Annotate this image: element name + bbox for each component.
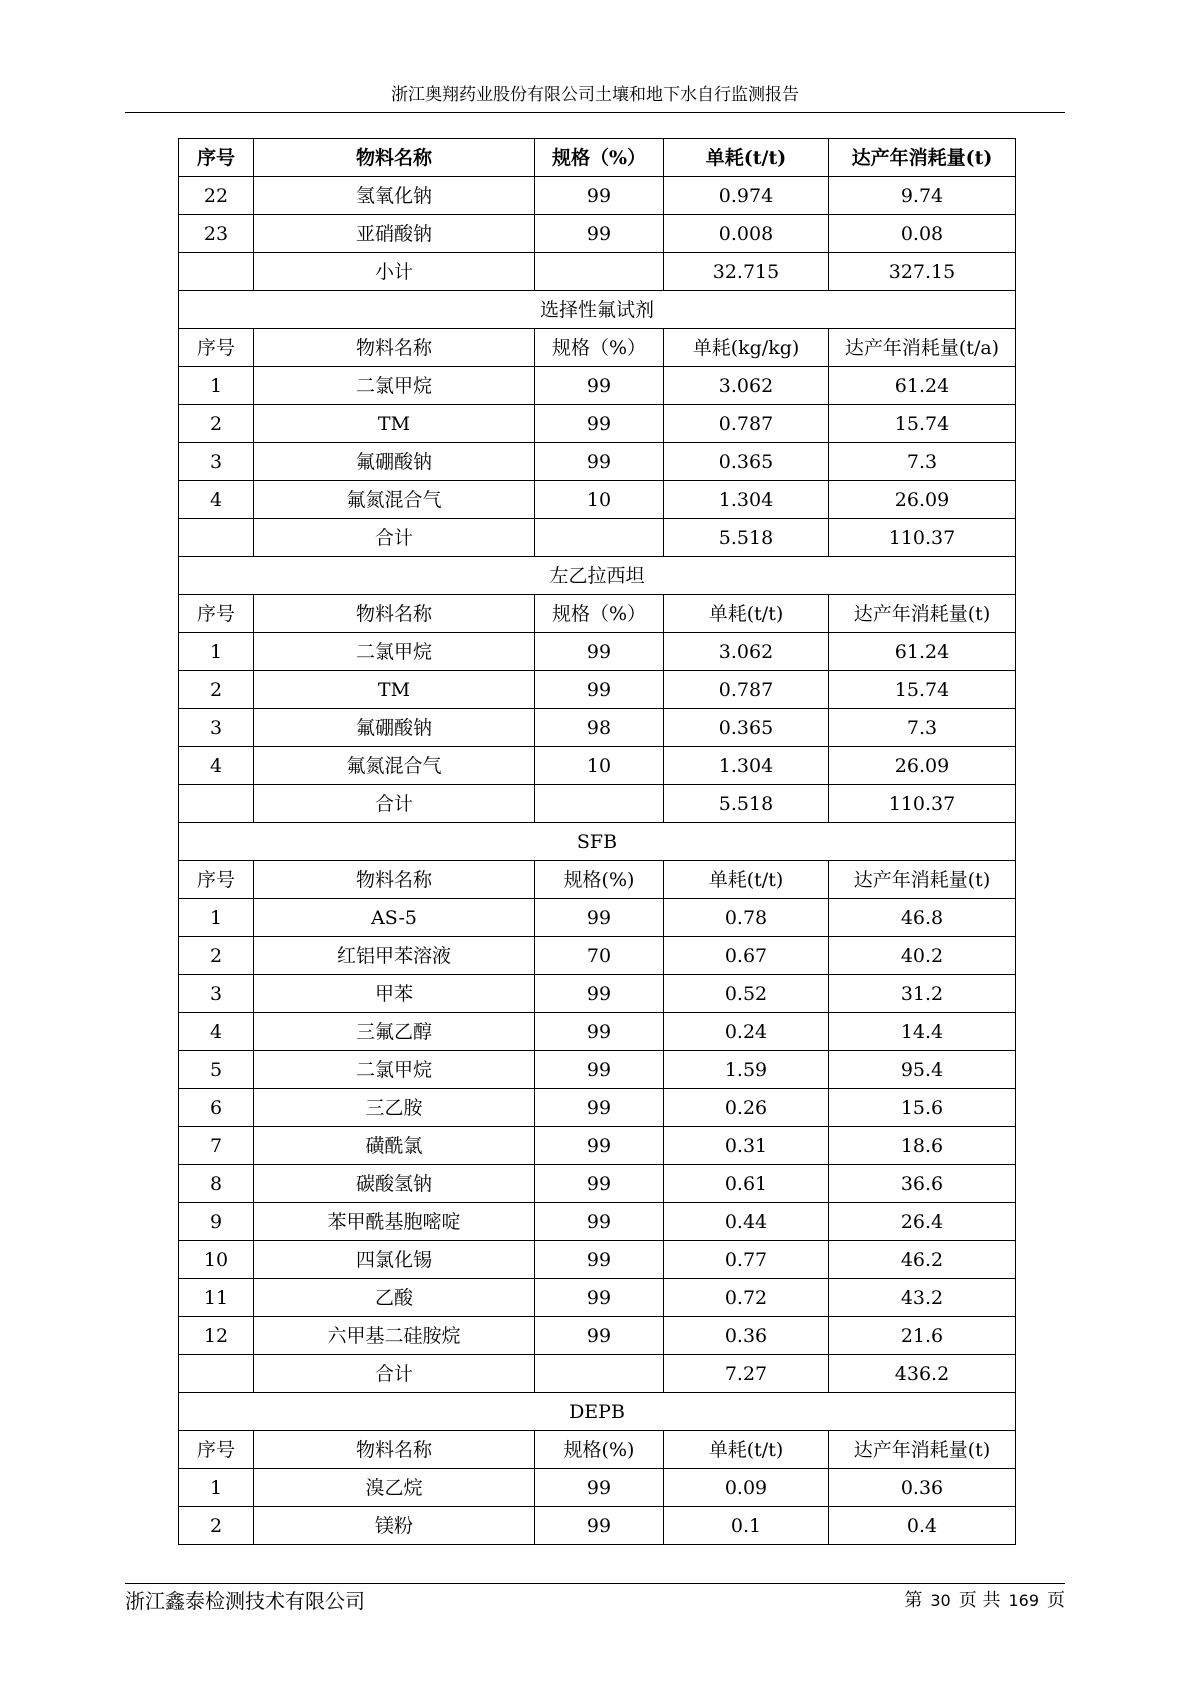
table-row — [179, 177, 1016, 215]
table-cell: 7.3 — [829, 443, 1016, 481]
table-cell: 0.4 — [829, 1507, 1016, 1545]
table-cell: 22 — [179, 177, 254, 215]
table-cell: 99 — [535, 1241, 664, 1279]
table-cell: 7.27 — [664, 1355, 829, 1393]
table-cell: 红铝甲苯溶液 — [254, 937, 535, 975]
table-cell: 单耗(t/t) — [664, 595, 829, 633]
table-cell: 0.78 — [664, 899, 829, 937]
table-cell: 3.062 — [664, 633, 829, 671]
table-cell — [179, 253, 254, 291]
table-cell: 0.36 — [829, 1469, 1016, 1507]
table-cell: 7 — [179, 1127, 254, 1165]
table-row — [179, 481, 1016, 519]
table-cell: 3 — [179, 709, 254, 747]
table-cell: 15.74 — [829, 671, 1016, 709]
table-cell: 99 — [535, 1013, 664, 1051]
table-cell: 2 — [179, 937, 254, 975]
table-cell: 小计 — [254, 253, 535, 291]
table-cell: 0.365 — [664, 443, 829, 481]
table-cell: 合计 — [254, 1355, 535, 1393]
table-row — [179, 633, 1016, 671]
table-cell: 序号 — [179, 139, 254, 177]
table-row — [179, 405, 1016, 443]
table-cell: 碳酸氢钠 — [254, 1165, 535, 1203]
table-cell: 70 — [535, 937, 664, 975]
table-row — [179, 975, 1016, 1013]
table-row — [179, 1355, 1016, 1393]
table-cell: 99 — [535, 215, 664, 253]
table-row — [179, 367, 1016, 405]
table-cell: 5.518 — [664, 519, 829, 557]
table-row — [179, 253, 1016, 291]
table-cell: 0.44 — [664, 1203, 829, 1241]
table-cell: 规格（%） — [535, 329, 664, 367]
table-cell: 1.304 — [664, 481, 829, 519]
table-cell: 40.2 — [829, 937, 1016, 975]
section-title-row — [179, 557, 1016, 595]
table-cell: 六甲基二硅胺烷 — [254, 1317, 535, 1355]
table-cell: 二氯甲烷 — [254, 1051, 535, 1089]
table-row — [179, 1241, 1016, 1279]
table-row — [179, 1051, 1016, 1089]
table-cell: 氢氧化钠 — [254, 177, 535, 215]
table-cell: 31.2 — [829, 975, 1016, 1013]
table-cell: 合计 — [254, 785, 535, 823]
table-cell: 15.6 — [829, 1089, 1016, 1127]
table-cell: 99 — [535, 367, 664, 405]
table-cell: 物料名称 — [254, 1431, 535, 1469]
table-cell: 4 — [179, 481, 254, 519]
table-cell: 0.61 — [664, 1165, 829, 1203]
section-title: 左乙拉西坦 — [179, 557, 1016, 595]
table-row — [179, 1165, 1016, 1203]
section-title-row — [179, 291, 1016, 329]
table-cell: 46.2 — [829, 1241, 1016, 1279]
table-cell: 15.74 — [829, 405, 1016, 443]
table-cell: 氟硼酸钠 — [254, 709, 535, 747]
table-cell: 43.2 — [829, 1279, 1016, 1317]
table-cell: 单耗(kg/kg) — [664, 329, 829, 367]
table-cell: 达产年消耗量(t/a) — [829, 329, 1016, 367]
table-cell: 磺酰氯 — [254, 1127, 535, 1165]
table-cell: 3 — [179, 443, 254, 481]
table-cell: 99 — [535, 1051, 664, 1089]
table-cell — [179, 1355, 254, 1393]
table-cell: 36.6 — [829, 1165, 1016, 1203]
table-cell: 3 — [179, 975, 254, 1013]
table-cell: 9 — [179, 1203, 254, 1241]
table-row — [179, 709, 1016, 747]
table-cell: 序号 — [179, 861, 254, 899]
table-cell: 99 — [535, 1165, 664, 1203]
table-cell: 61.24 — [829, 367, 1016, 405]
table-cell: 99 — [535, 633, 664, 671]
table-cell: 99 — [535, 1127, 664, 1165]
table-cell: 物料名称 — [254, 595, 535, 633]
table-cell: 0.67 — [664, 937, 829, 975]
section-title: SFB — [179, 823, 1016, 861]
table-cell: 26.09 — [829, 481, 1016, 519]
table-cell: 99 — [535, 1469, 664, 1507]
table-cell: 436.2 — [829, 1355, 1016, 1393]
table-cell: 0.365 — [664, 709, 829, 747]
table-cell: 0.36 — [664, 1317, 829, 1355]
section-header-row — [179, 329, 1016, 367]
table-row — [179, 1279, 1016, 1317]
table-row — [179, 1013, 1016, 1051]
table-cell: 10 — [535, 481, 664, 519]
page-header-title: 浙江奥翔药业股份有限公司土壤和地下水自行监测报告 — [391, 85, 799, 105]
table-cell: 0.787 — [664, 671, 829, 709]
table-cell: 二氯甲烷 — [254, 633, 535, 671]
table-cell: 二氯甲烷 — [254, 367, 535, 405]
table-cell: 达产年消耗量(t) — [829, 1431, 1016, 1469]
page-total: 169 — [1008, 1591, 1039, 1610]
table-cell: 1 — [179, 367, 254, 405]
section-title: DEPB — [179, 1393, 1016, 1431]
table-cell: 12 — [179, 1317, 254, 1355]
table-cell — [179, 519, 254, 557]
table-cell: 规格(%) — [535, 1431, 664, 1469]
table-cell: 110.37 — [829, 785, 1016, 823]
table-cell: 规格(%) — [535, 861, 664, 899]
footer-company: 浙江鑫泰检测技术有限公司 — [125, 1589, 365, 1613]
table-cell: 14.4 — [829, 1013, 1016, 1051]
table-row — [179, 747, 1016, 785]
table-cell: 合计 — [254, 519, 535, 557]
table-cell: 0.974 — [664, 177, 829, 215]
table-cell: 7.3 — [829, 709, 1016, 747]
table-row — [179, 1203, 1016, 1241]
table-cell: 1 — [179, 899, 254, 937]
table-row — [179, 899, 1016, 937]
table-cell: 99 — [535, 975, 664, 1013]
table-cell: 99 — [535, 1507, 664, 1545]
table-cell: TM — [254, 405, 535, 443]
table-cell: 1.304 — [664, 747, 829, 785]
table-cell: AS-5 — [254, 899, 535, 937]
section-title-row — [179, 1393, 1016, 1431]
table-cell: 规格（%） — [535, 139, 664, 177]
table-cell: 1 — [179, 633, 254, 671]
table-cell: 0.31 — [664, 1127, 829, 1165]
table-cell — [179, 785, 254, 823]
table-cell: 序号 — [179, 329, 254, 367]
table-cell — [535, 519, 664, 557]
table-cell: 乙酸 — [254, 1279, 535, 1317]
table-cell: 98 — [535, 709, 664, 747]
table-cell: 26.4 — [829, 1203, 1016, 1241]
materials-table-body — [179, 139, 1016, 1545]
table-cell: 110.37 — [829, 519, 1016, 557]
table-cell: 单耗(t/t) — [664, 861, 829, 899]
table-cell: 23 — [179, 215, 254, 253]
table-row — [179, 1469, 1016, 1507]
table-cell: 10 — [535, 747, 664, 785]
table-cell: 物料名称 — [254, 139, 535, 177]
table-cell: 11 — [179, 1279, 254, 1317]
table-cell: 10 — [179, 1241, 254, 1279]
table-row — [179, 443, 1016, 481]
table-cell — [535, 785, 664, 823]
section-header-row — [179, 861, 1016, 899]
table-row — [179, 1507, 1016, 1545]
table-cell: 32.715 — [664, 253, 829, 291]
table-cell: 5.518 — [664, 785, 829, 823]
table-row — [179, 671, 1016, 709]
table-row — [179, 1089, 1016, 1127]
table-cell: 99 — [535, 405, 664, 443]
table-cell: 0.08 — [829, 215, 1016, 253]
table-cell: 甲苯 — [254, 975, 535, 1013]
table-cell: 四氯化锡 — [254, 1241, 535, 1279]
table-cell: 18.6 — [829, 1127, 1016, 1165]
table-cell: 3.062 — [664, 367, 829, 405]
section-title: 选择性氟试剂 — [179, 291, 1016, 329]
table-cell: 苯甲酰基胞嘧啶 — [254, 1203, 535, 1241]
table-cell: 2 — [179, 1507, 254, 1545]
table-cell: 327.15 — [829, 253, 1016, 291]
table-cell: 26.09 — [829, 747, 1016, 785]
table-cell: 0.77 — [664, 1241, 829, 1279]
table-cell: 0.787 — [664, 405, 829, 443]
footer-divider — [125, 1583, 1065, 1584]
table-cell: 三氟乙醇 — [254, 1013, 535, 1051]
table-cell: 0.26 — [664, 1089, 829, 1127]
table-cell: 2 — [179, 671, 254, 709]
table-cell: 溴乙烷 — [254, 1469, 535, 1507]
table-cell: 0.52 — [664, 975, 829, 1013]
table-cell: 氟硼酸钠 — [254, 443, 535, 481]
table-cell: 0.72 — [664, 1279, 829, 1317]
table-cell: 氟氮混合气 — [254, 747, 535, 785]
table-cell: 99 — [535, 177, 664, 215]
table-cell: 0.1 — [664, 1507, 829, 1545]
table-row — [179, 937, 1016, 975]
table-cell: 氟氮混合气 — [254, 481, 535, 519]
table-cell: 1 — [179, 1469, 254, 1507]
table-cell: TM — [254, 671, 535, 709]
section-title-row — [179, 823, 1016, 861]
table-header-row — [179, 139, 1016, 177]
table-row — [179, 215, 1016, 253]
page-number: 30 — [930, 1591, 951, 1610]
table-cell: 三乙胺 — [254, 1089, 535, 1127]
table-cell: 99 — [535, 1317, 664, 1355]
table-cell: 规格（%） — [535, 595, 664, 633]
table-cell: 物料名称 — [254, 329, 535, 367]
table-cell: 镁粉 — [254, 1507, 535, 1545]
table-cell: 单耗(t/t) — [664, 139, 829, 177]
page-mid: 页 共 — [958, 1590, 1001, 1611]
table-cell — [535, 253, 664, 291]
table-cell: 99 — [535, 671, 664, 709]
table-row — [179, 519, 1016, 557]
table-cell: 8 — [179, 1165, 254, 1203]
table-cell: 序号 — [179, 1431, 254, 1469]
table-cell: 0.09 — [664, 1469, 829, 1507]
table-cell: 5 — [179, 1051, 254, 1089]
table-cell: 序号 — [179, 595, 254, 633]
table-row — [179, 1317, 1016, 1355]
header-divider — [125, 112, 1065, 113]
table-cell: 0.24 — [664, 1013, 829, 1051]
table-cell: 4 — [179, 747, 254, 785]
table-cell: 99 — [535, 899, 664, 937]
table-cell: 物料名称 — [254, 861, 535, 899]
table-cell: 99 — [535, 1279, 664, 1317]
table-cell: 2 — [179, 405, 254, 443]
table-cell: 9.74 — [829, 177, 1016, 215]
table-cell: 达产年消耗量(t) — [829, 595, 1016, 633]
table-cell: 1.59 — [664, 1051, 829, 1089]
section-header-row — [179, 1431, 1016, 1469]
table-cell — [535, 1355, 664, 1393]
table-cell: 95.4 — [829, 1051, 1016, 1089]
table-row — [179, 785, 1016, 823]
table-cell: 4 — [179, 1013, 254, 1051]
table-cell: 46.8 — [829, 899, 1016, 937]
table-cell: 达产年消耗量(t) — [829, 861, 1016, 899]
table-row — [179, 1127, 1016, 1165]
table-cell: 99 — [535, 1089, 664, 1127]
materials-table — [178, 138, 1016, 1545]
page-suffix: 页 — [1047, 1590, 1065, 1611]
table-cell: 6 — [179, 1089, 254, 1127]
table-cell: 99 — [535, 1203, 664, 1241]
table-cell: 达产年消耗量(t) — [829, 139, 1016, 177]
footer-page-info — [904, 1588, 1065, 1614]
table-cell: 99 — [535, 443, 664, 481]
page-prefix: 第 — [904, 1590, 923, 1611]
table-cell: 61.24 — [829, 633, 1016, 671]
table-cell: 0.008 — [664, 215, 829, 253]
table-cell: 亚硝酸钠 — [254, 215, 535, 253]
table-cell: 21.6 — [829, 1317, 1016, 1355]
table-cell: 单耗(t/t) — [664, 1431, 829, 1469]
section-header-row — [179, 595, 1016, 633]
